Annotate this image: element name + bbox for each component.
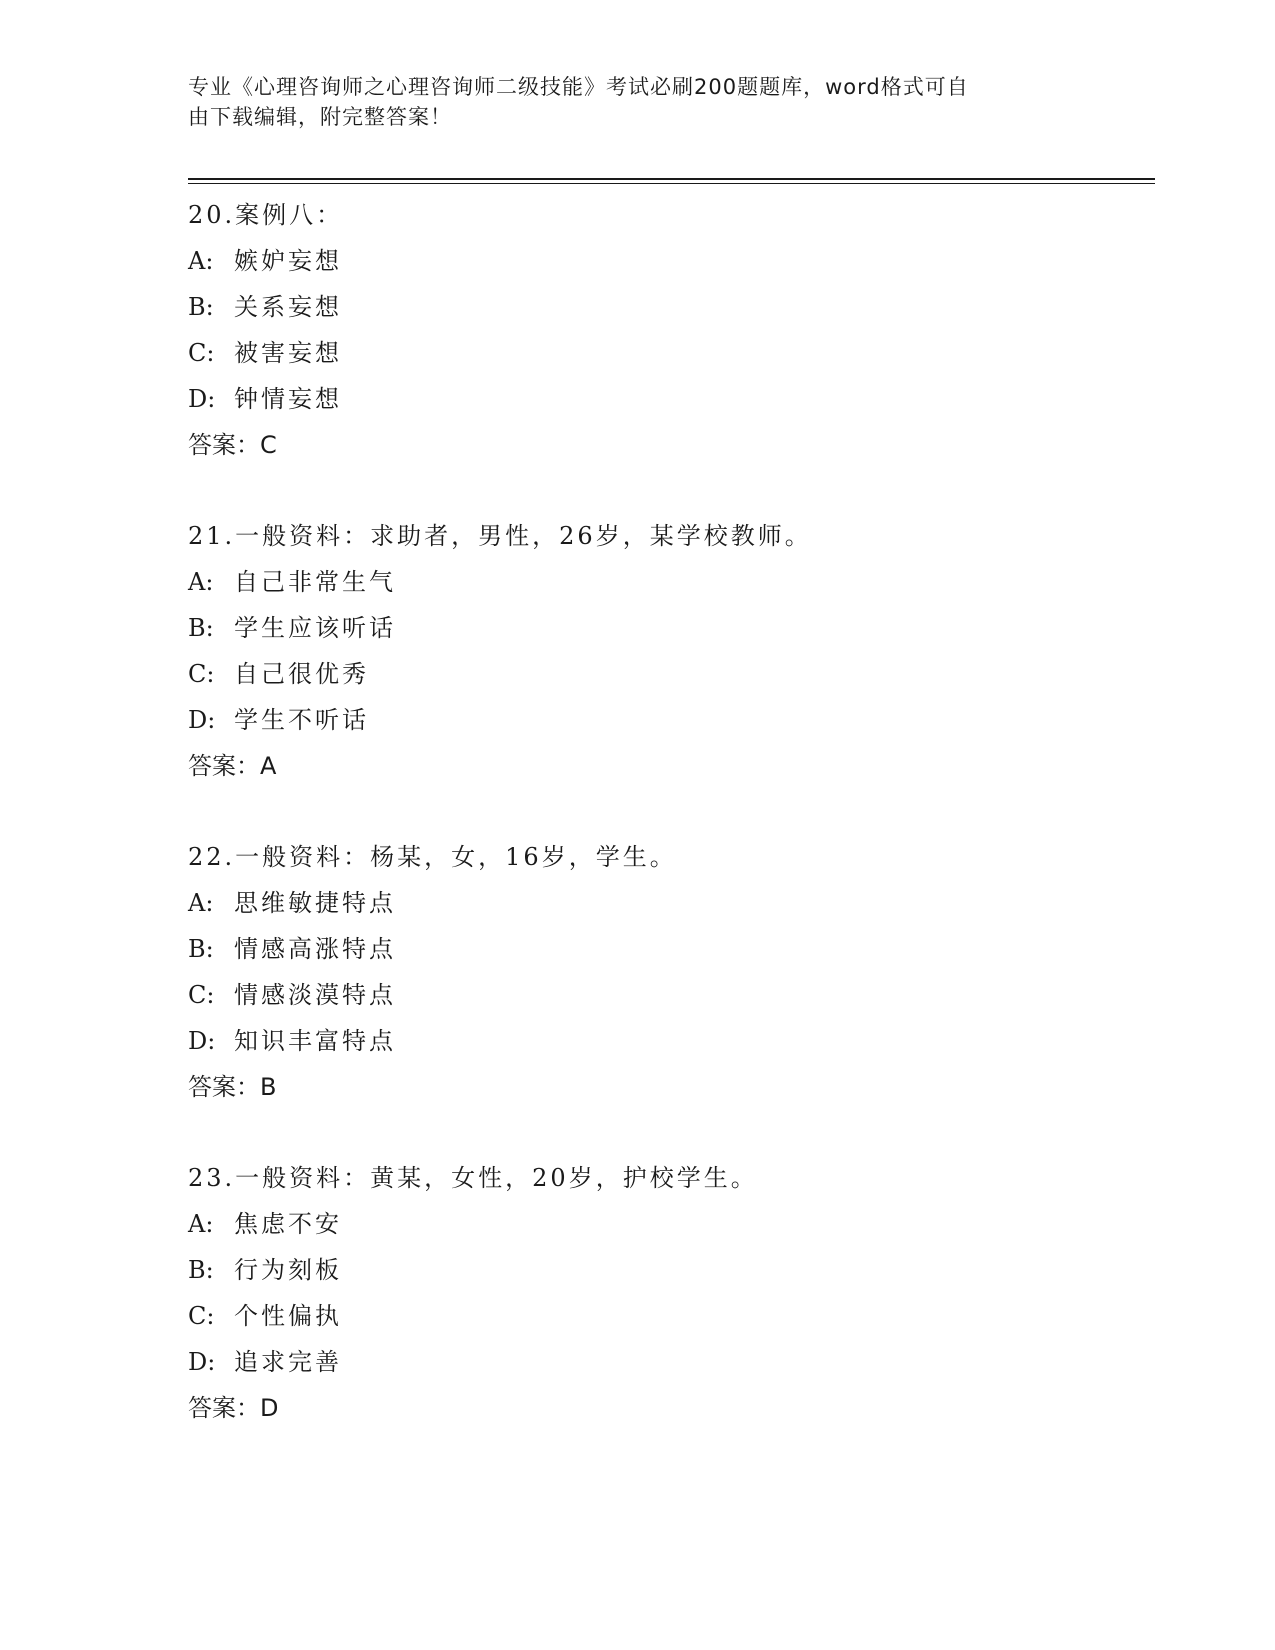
header-divider-thick — [188, 178, 1155, 180]
option-letter: A: — [188, 247, 214, 275]
option-text: 知识丰富特点 — [234, 1027, 396, 1055]
question-20 — [188, 192, 1148, 468]
option-text: 关系妄想 — [234, 293, 342, 321]
question-stem: 23.一般资料：黄某，女性，20岁，护校学生。 — [188, 1164, 758, 1192]
option-b — [188, 284, 1148, 330]
option-letter: D: — [188, 385, 216, 413]
answer-line: 答案：A — [188, 752, 277, 780]
option-letter: C: — [188, 1302, 215, 1330]
option-letter: B: — [188, 614, 214, 642]
option-text: 思维敏捷特点 — [234, 889, 396, 917]
option-text: 情感淡漠特点 — [234, 981, 396, 1009]
option-text: 焦虑不安 — [234, 1210, 342, 1238]
header-line-2: 由下载编辑，附完整答案！ — [188, 105, 452, 129]
option-letter: C: — [188, 339, 215, 367]
option-text: 自己非常生气 — [234, 568, 396, 596]
question-21 — [188, 513, 1148, 789]
answer-line: 答案：D — [188, 1394, 279, 1422]
option-c — [188, 330, 1148, 376]
option-b — [188, 926, 1148, 972]
option-letter: C: — [188, 981, 215, 1009]
option-b — [188, 1247, 1148, 1293]
option-text: 情感高涨特点 — [234, 935, 396, 963]
option-text: 自己很优秀 — [234, 660, 369, 688]
option-a — [188, 1201, 1148, 1247]
option-a — [188, 559, 1148, 605]
option-text: 嫉妒妄想 — [234, 247, 342, 275]
option-c — [188, 651, 1148, 697]
option-text: 行为刻板 — [234, 1256, 342, 1284]
option-c — [188, 972, 1148, 1018]
question-list — [188, 192, 1148, 1476]
option-d — [188, 1339, 1148, 1385]
option-letter: D: — [188, 1027, 216, 1055]
answer-line: 答案：B — [188, 1073, 277, 1101]
option-letter: D: — [188, 1348, 216, 1376]
option-d — [188, 1018, 1148, 1064]
document-header — [188, 72, 1088, 132]
option-text: 学生应该听话 — [234, 614, 396, 642]
option-letter: A: — [188, 1210, 214, 1238]
question-stem: 22.一般资料：杨某，女，16岁，学生。 — [188, 843, 677, 871]
option-a — [188, 880, 1148, 926]
option-letter: A: — [188, 889, 214, 917]
question-stem: 21.一般资料：求助者，男性，26岁，某学校教师。 — [188, 522, 812, 550]
option-text: 个性偏执 — [234, 1302, 342, 1330]
option-letter: A: — [188, 568, 214, 596]
option-c — [188, 1293, 1148, 1339]
header-line-1: 专业《心理咨询师之心理咨询师二级技能》考试必刷200题题库，word格式可自 — [188, 75, 969, 99]
option-text: 学生不听话 — [234, 706, 369, 734]
answer-line: 答案：C — [188, 431, 277, 459]
option-d — [188, 376, 1148, 422]
option-letter: B: — [188, 1256, 214, 1284]
option-b — [188, 605, 1148, 651]
question-23 — [188, 1155, 1148, 1431]
option-text: 追求完善 — [234, 1348, 342, 1376]
question-stem: 20.案例八： — [188, 201, 344, 229]
option-text: 钟情妄想 — [234, 385, 342, 413]
option-d — [188, 697, 1148, 743]
header-divider-thin — [188, 183, 1155, 184]
option-text: 被害妄想 — [234, 339, 342, 367]
option-a — [188, 238, 1148, 284]
option-letter: D: — [188, 706, 216, 734]
option-letter: C: — [188, 660, 215, 688]
question-22 — [188, 834, 1148, 1110]
option-letter: B: — [188, 293, 214, 321]
option-letter: B: — [188, 935, 214, 963]
